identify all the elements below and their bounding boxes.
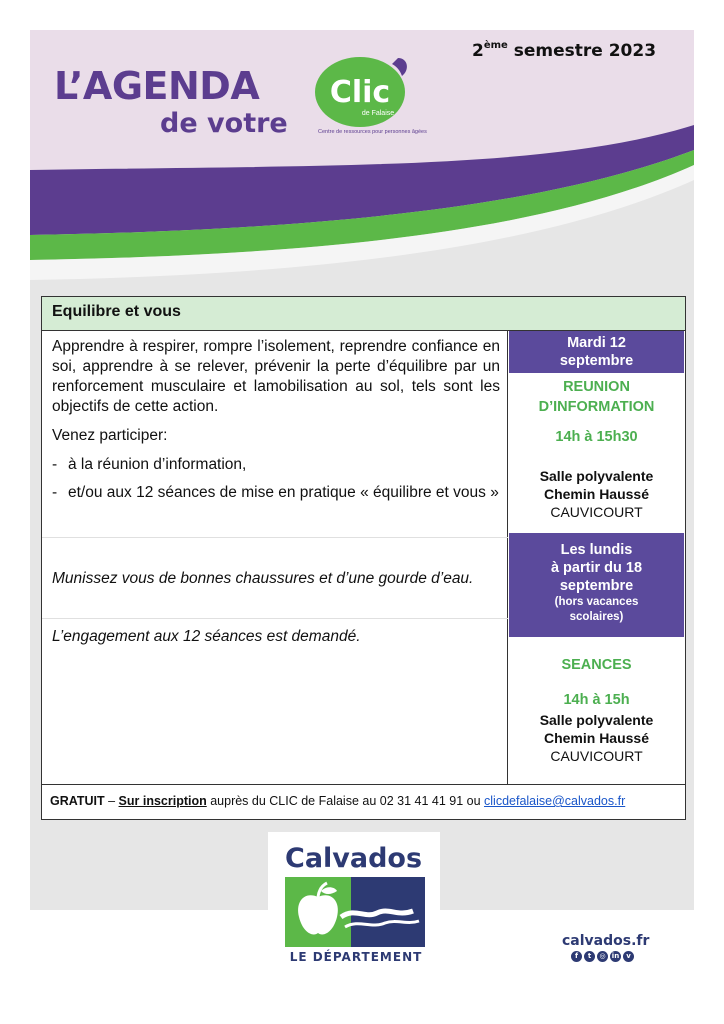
bullet-text: à la réunion d’information, xyxy=(68,456,247,473)
reunion-date-line2: septembre xyxy=(559,353,634,369)
website-label[interactable]: calvados.fr xyxy=(562,933,650,949)
inscription-label: Sur inscription xyxy=(118,794,207,808)
social-icons xyxy=(571,951,634,962)
reunion-title xyxy=(509,377,684,417)
calvados-emblem xyxy=(285,877,425,947)
gratuit-label: GRATUIT xyxy=(50,794,105,808)
bullet-marker: - xyxy=(52,484,58,501)
description-column xyxy=(42,331,508,784)
bullet-text: et/ou aux 12 séances de mise en pratique « équilibre et vous » xyxy=(68,484,499,501)
facebook-icon[interactable]: f xyxy=(571,951,582,962)
calvados-wordmark: Calvados xyxy=(285,843,423,874)
reunion-place-line1: Salle polyvalente xyxy=(539,468,654,484)
seances-time: 14h à 15h xyxy=(563,692,630,708)
semester-label: 2ème semestre 2023 xyxy=(472,40,657,61)
table-title: Equilibre et vous xyxy=(42,297,685,331)
email-link[interactable]: clicdefalaise@calvados.fr xyxy=(484,794,626,808)
seances-date-line3: septembre xyxy=(559,578,634,594)
registration-footer xyxy=(42,784,685,819)
reunion-place-line2: Chemin Haussé xyxy=(543,486,650,502)
seances-title: SEANCES xyxy=(561,657,632,673)
clic-tagline: Centre de ressources pour personnes âgées xyxy=(318,129,427,135)
reunion-title-line1: REUNION xyxy=(563,379,630,395)
seances-place-line1: Salle polyvalente xyxy=(539,712,654,728)
seances-date-note2: scolaires) xyxy=(569,611,624,623)
linkedin-icon[interactable]: in xyxy=(611,952,620,960)
instagram-icon[interactable]: ◎ xyxy=(597,951,608,962)
departement-label: LE DÉPARTEMENT xyxy=(289,950,423,964)
reunion-date-line1: Mardi 12 xyxy=(567,335,626,351)
vimeo-icon[interactable]: v xyxy=(623,951,634,962)
venez-text: Venez participer: xyxy=(52,427,168,444)
seances-place xyxy=(509,711,684,765)
footer-text: auprès du CLIC de Falaise au 02 31 41 41 91 ou xyxy=(206,794,485,808)
event-table xyxy=(41,296,686,820)
divider xyxy=(42,537,508,538)
schedule-column xyxy=(509,331,684,784)
reunion-title-line2: D’INFORMATION xyxy=(538,399,655,415)
seances-date-line1: Les lundis xyxy=(560,542,633,558)
clic-logo-sub: de Falaise xyxy=(361,110,395,117)
seances-place-line2: Chemin Haussé xyxy=(543,730,650,746)
footer-dash: – xyxy=(104,794,119,808)
divider xyxy=(42,618,508,619)
reunion-time: 14h à 15h30 xyxy=(555,429,638,445)
shoes-note: Munissez vous de bonnes chaussures et d’une gourde d’eau. xyxy=(52,570,474,587)
seances-date-note1: (hors vacances xyxy=(554,596,639,608)
reunion-place-line3: CAUVICOURT xyxy=(550,504,643,520)
engagement-note: L’engagement aux 12 séances est demandé. xyxy=(52,628,361,645)
intro-text: Apprendre à respirer, rompre l’isolement, reprendre confiance en soi, apprendre à se relever, prévenir la perte d’équilibre par un renforcement musculaire et lamobilisation au sol, tels sont les objectifs de cette action. xyxy=(52,338,500,415)
reunion-date-badge xyxy=(509,331,684,373)
seances-date-line2: à partir du 18 xyxy=(550,560,643,576)
twitter-icon[interactable]: t xyxy=(584,951,595,962)
bullet-marker: - xyxy=(52,456,58,473)
reunion-place xyxy=(509,467,684,521)
clic-logo-text: Clic xyxy=(329,75,391,110)
agenda-subtitle: de votre xyxy=(160,108,288,139)
seances-date-badge xyxy=(509,533,684,637)
agenda-title: L’AGENDA xyxy=(54,64,260,108)
seances-place-line3: CAUVICOURT xyxy=(550,748,643,764)
